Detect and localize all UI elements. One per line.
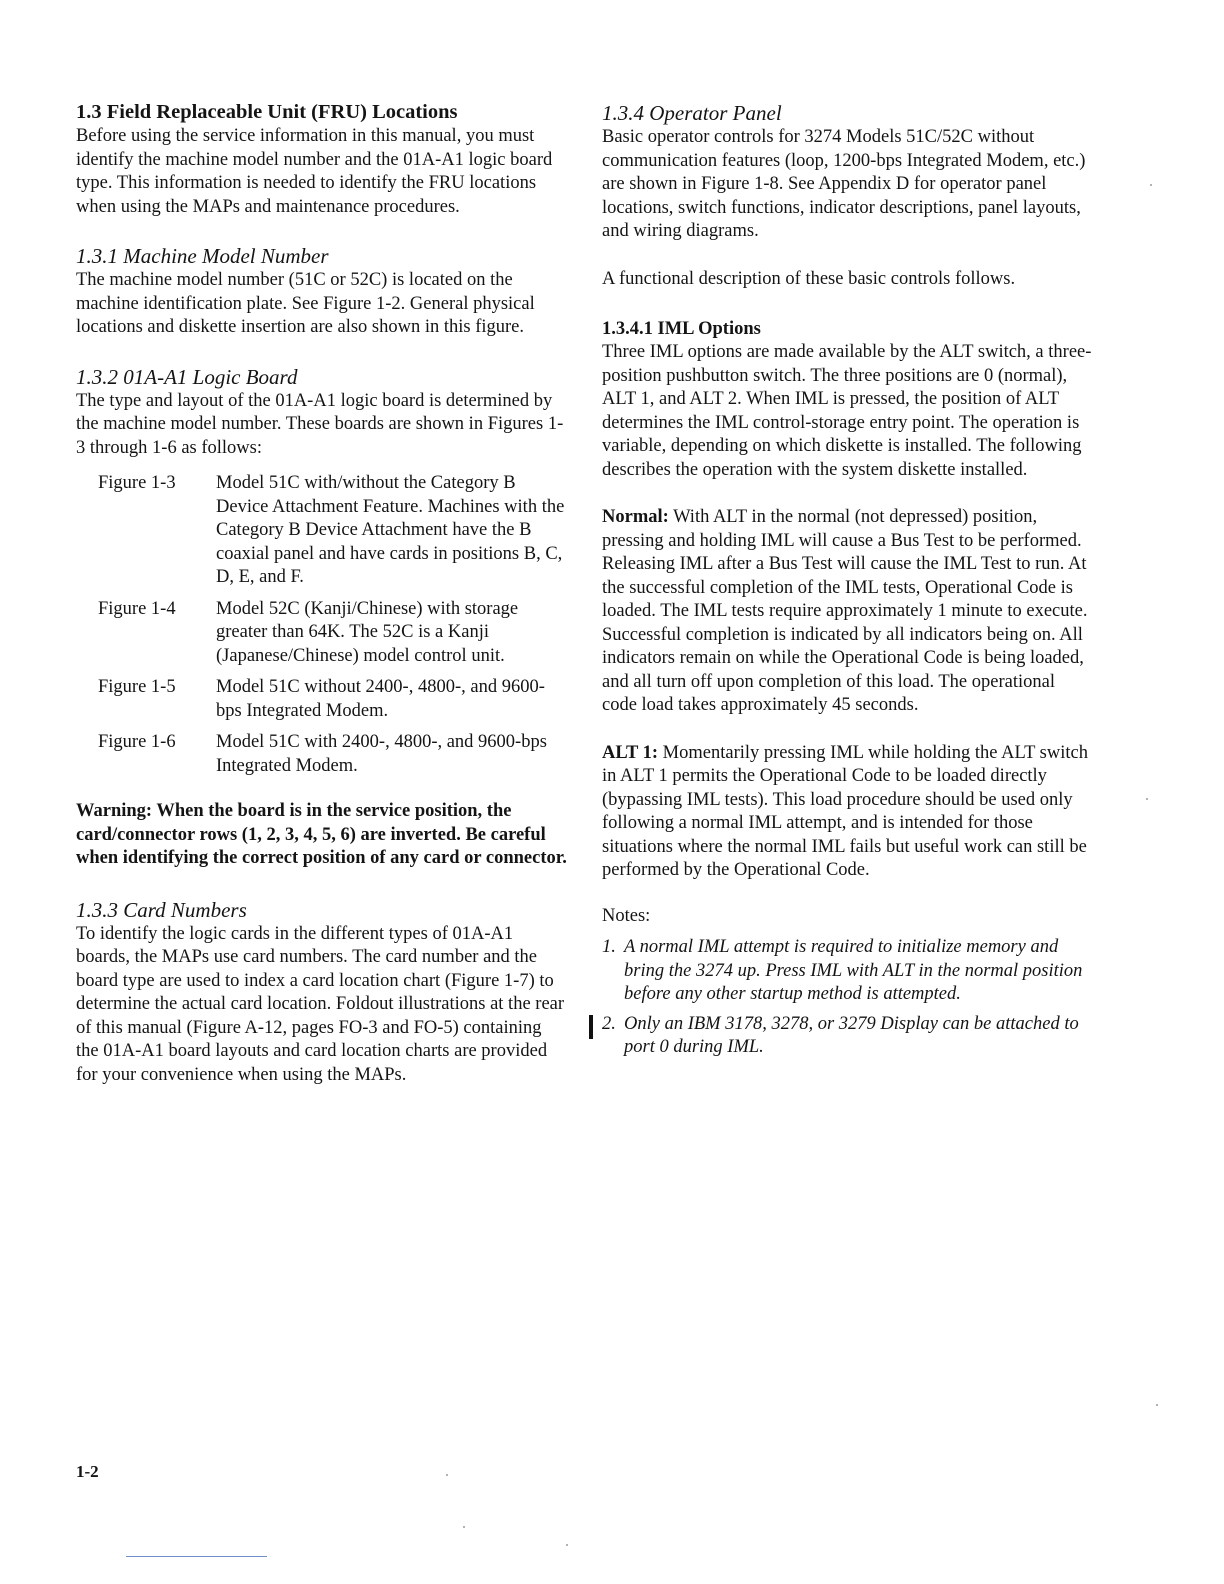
section-1-3-3-body: To identify the logic cards in the different types of 01A-A1 boards, the MAPs use card numbers. The card number and the board type are used to index a card location chart (Figure 1-7) to determine the actual card location. Foldout illustrations at the rear of this manual (Figure A-12, pages FO-3 and FO-5) containing the 01A-A1 board layouts and card location charts are provided for your convenience when using the MAPs. [76, 923, 565, 1085]
figure-label: Figure 1-3 [98, 473, 176, 493]
figure-list-item [98, 472, 568, 590]
section-1-3-body: Before using the service information in this manual, you must identify the machine model number and the 01A-A1 logic board type. This information is needed to identify the FRU locations when using the MAPs and maintenance procedures. [76, 126, 553, 217]
section-1-3-4-heading: 1.3.4 Operator Panel [602, 101, 782, 125]
note-item [602, 1013, 1092, 1060]
scan-speck [1156, 1404, 1158, 1406]
section-1-3-4-summary: A functional description of these basic controls follows. [602, 268, 1016, 289]
normal-label: Normal: [602, 507, 669, 527]
figure-list-item [98, 731, 568, 778]
figure-description: Model 51C with/without the Category B Device Attachment Feature. Machines with the Category B Device Attachment have the B coaxial panel and have cards in positions B, C, D, E, and F. [216, 473, 565, 587]
section-1-3-4-1-body: Three IML options are made available by the ALT switch, a three-position pushbutton switch. The three positions are 0 (normal), ALT 1, and ALT 2. When IML is pressed, the position of ALT determines the IML control-storage entry point. The operation is variable, depending on which diskette is installed. The following describes the operation with the system diskette installed. [602, 342, 1092, 480]
figure-description: Model 51C without 2400-, 4800-, and 9600-bps Integrated Modem. [216, 677, 545, 721]
section-1-3-1-heading: 1.3.1 Machine Model Number [76, 244, 329, 268]
figure-list [98, 472, 568, 778]
normal-text: With ALT in the normal (not depressed) position, pressing and holding IML will cause a Bus Test to be performed. Releasing IML after a Bus Test will cause the IML Test to run. At the successful completion of the IML tests, Operational Code is loaded. The IML tests require approximately 1 minute to execute. Successful completion is indicated by all indicators being on. All indicators remain on while the Operational Code is being loaded, and all turn off upon completion of this load. The operational code load takes approximately 45 seconds. [602, 507, 1088, 715]
page-number: 1-2 [76, 1462, 99, 1481]
scan-artifact-line [126, 1556, 267, 1557]
scan-speck [1146, 798, 1148, 800]
figure-description: Model 51C with 2400-, 4800-, and 9600-bps Integrated Modem. [216, 732, 547, 776]
note-text: Only an IBM 3178, 3278, or 3279 Display can be attached to port 0 during IML. [624, 1013, 1079, 1057]
section-1-3-4-1-heading: 1.3.4.1 IML Options [602, 319, 761, 339]
section-1-3-1-body: The machine model number (51C or 52C) is located on the machine identification plate. See Figure 1-2. General physical locations and diskette insertion are also shown in this figure. [76, 270, 535, 337]
figure-label: Figure 1-6 [98, 732, 176, 752]
right-column [602, 100, 1092, 1066]
figure-list-item [98, 598, 568, 669]
figure-label: Figure 1-5 [98, 677, 176, 697]
warning-paragraph: Warning: When the board is in the service position, the card/connector rows (1, 2, 3, 4, 5, 6) are inverted. Be careful when identifying the correct position of any card or connector. [76, 801, 567, 868]
figure-list-item [98, 676, 568, 723]
notes-heading: Notes: [602, 905, 651, 926]
left-column [76, 100, 568, 1087]
notes-list [602, 936, 1092, 1060]
scan-speck [463, 1526, 465, 1528]
scan-speck [1150, 184, 1152, 186]
scan-speck [566, 1544, 568, 1546]
section-1-3-2-heading: 1.3.2 01A-A1 Logic Board [76, 364, 298, 389]
alt1-paragraph [602, 742, 1092, 883]
scan-speck [446, 1474, 448, 1476]
figure-label: Figure 1-4 [98, 598, 176, 619]
section-1-3-3-heading: 1.3.3 Card Numbers [76, 897, 247, 922]
section-1-3-heading: 1.3 Field Replaceable Unit (FRU) Locations [76, 101, 458, 123]
note-number: 2. [602, 1013, 616, 1034]
figure-description: Model 52C (Kanji/Chinese) with storage greater than 64K. The 52C is a Kanji (Japanese/Chinese) model control unit. [216, 598, 519, 666]
normal-paragraph [602, 506, 1092, 718]
note-item [602, 936, 1092, 1007]
section-1-3-4-body: Basic operator controls for 3274 Models 51C/52C without communication features (loop, 1200-bps Integrated Modem, etc.) are shown in Figure 1-8. See Appendix D for operator panel locations, switch functions, indicator descriptions, panel layouts, and wiring diagrams. [602, 127, 1086, 241]
alt1-text: Momentarily pressing IML while holding the ALT switch in ALT 1 permits the Operational Code to be loaded directly (bypassing IML tests). This load procedure should be used only following a normal IML attempt, and is intended for those situations where the normal IML fails but useful work can still be performed by the Operational Code. [602, 742, 1088, 880]
section-1-3-2-body: The type and layout of the 01A-A1 logic board is determined by the machine model number. These boards are shown in Figures 1-3 through 1-6 as follows: [76, 390, 564, 458]
note-number: 1. [602, 937, 616, 957]
revision-change-bar [589, 1015, 593, 1039]
note-text: A normal IML attempt is required to initialize memory and bring the 3274 up. Press IML with ALT in the normal position before any other startup method is attempted. [624, 937, 1083, 1004]
alt1-label: ALT 1: [602, 742, 659, 763]
